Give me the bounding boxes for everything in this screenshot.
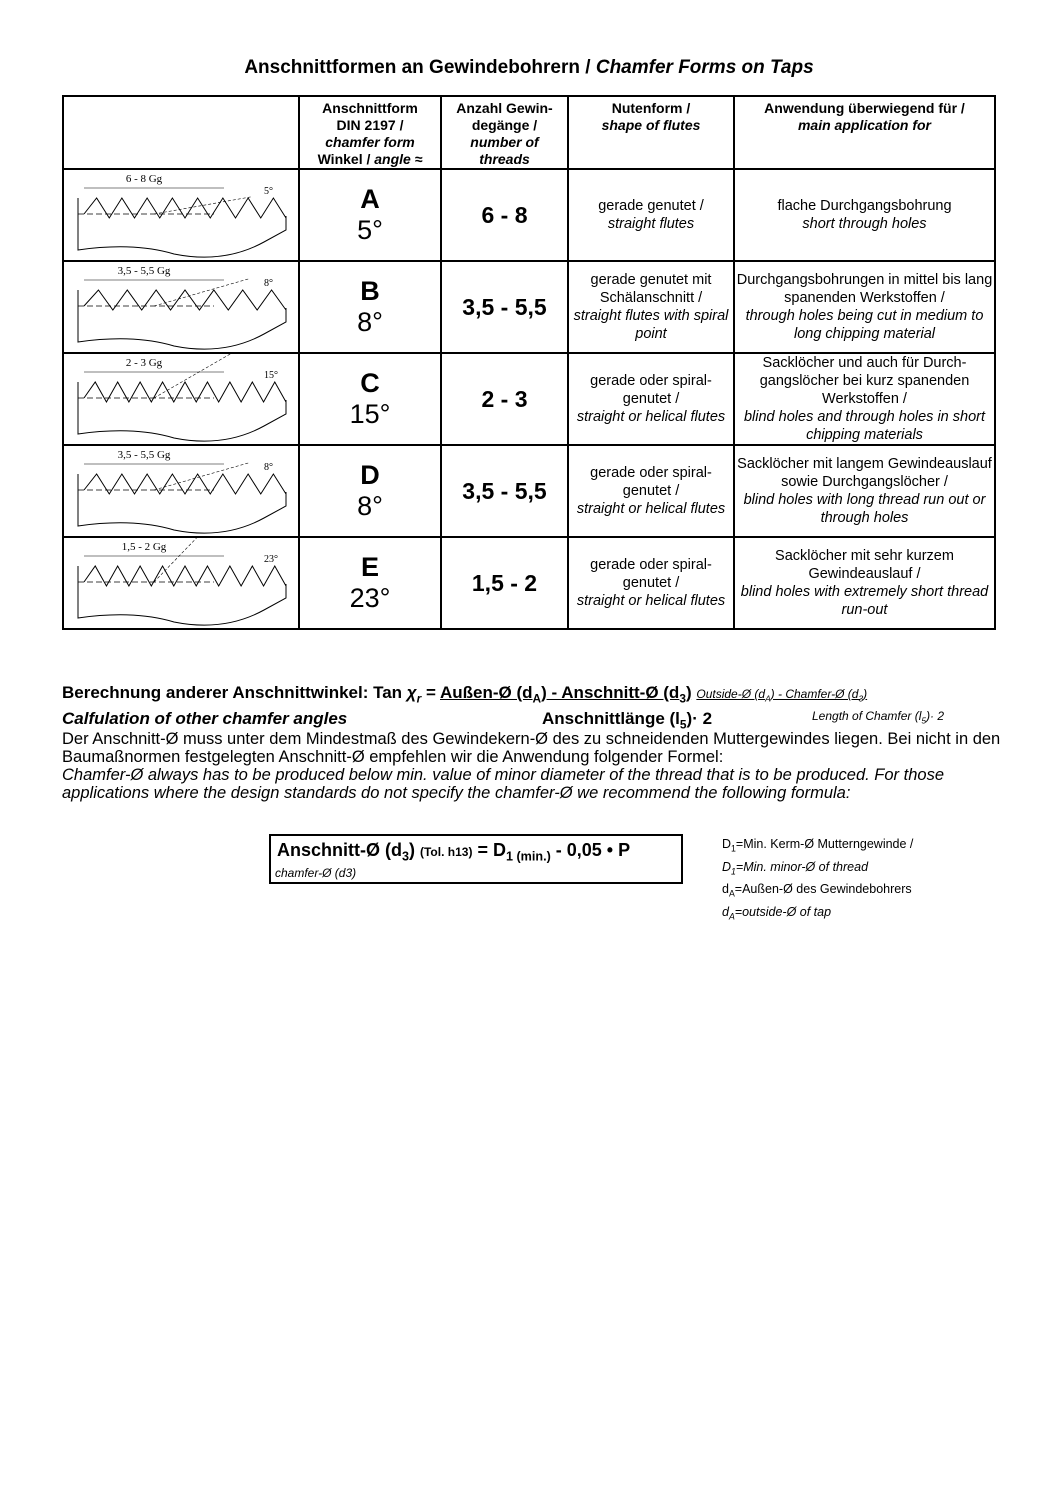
- header-threads: [441, 96, 568, 169]
- chamfer-form-cell: [299, 537, 441, 629]
- chamfer-angle-line: [154, 197, 252, 214]
- flute-en: straight flutes: [607, 216, 695, 232]
- flute-de: gerade genutet /: [598, 198, 704, 214]
- header-flutes-l1: Nutenform /: [611, 100, 691, 116]
- tap-profile-diagram: [64, 170, 298, 260]
- threads-value: 3,5 - 5,5: [462, 293, 547, 320]
- chamfer-angle: 8°: [357, 307, 383, 337]
- angle-label: 23°: [264, 554, 278, 565]
- calc-numerator: Außen-Ø $(d_A)$ - Anschnitt-Ø $(d_3)$: [440, 683, 692, 706]
- paragraph-en: Chamfer-Ø always has to be produced below min. value of minor diameter of the thread that is to be produced. For those applications where the design standards do not specify the chamfer-Ø we recommend the following formula:: [62, 766, 945, 802]
- tap-diagram-cell: [63, 261, 299, 353]
- tap-diagram-cell: [63, 445, 299, 537]
- flute-cell: [568, 537, 734, 629]
- chamfer-form-cell: [299, 261, 441, 353]
- tap-profile-diagram: [64, 354, 298, 444]
- chamfer-form-cell: [299, 169, 441, 261]
- threads-cell: [441, 261, 568, 353]
- flute-en: straight or helical flutes: [576, 409, 726, 425]
- chamfer-angle: 15°: [349, 399, 391, 429]
- application-cell: [734, 353, 995, 445]
- header-threads-l4: threads: [479, 151, 530, 167]
- application-cell: [734, 445, 995, 537]
- header-chamfer-l4a: Winkel /: [317, 151, 375, 167]
- chi-sub: r: [416, 691, 422, 706]
- application-en: blind holes with extremely short thread run-out: [740, 584, 989, 618]
- formula-tolerance: (Tol. h13): [420, 845, 473, 859]
- angle-label: 8°: [264, 462, 273, 473]
- chamfer-angle: 23°: [349, 583, 391, 613]
- tap-diagram-cell: [63, 353, 299, 445]
- header-application-l2: main application for: [797, 117, 931, 133]
- header-chamfer-l4b: angle ≈: [374, 151, 423, 167]
- angle-label: 5°: [264, 186, 273, 197]
- chamfer-angle-line: [154, 462, 250, 490]
- application-en: through holes being cut in medium to long chipping material: [745, 308, 984, 342]
- application-de: Sacklöcher und auch für Durch-gangslöcher bei kurz spanenden Werkstoffen /: [759, 355, 970, 407]
- application-de: flache Durchgangsbohrung: [777, 198, 952, 214]
- header-chamfer-form: [299, 96, 441, 169]
- table-row: [63, 537, 995, 629]
- formula-main: Anschnitt-Ø $(d_3)$ (Tol. $h13) = D_1$ $_{(min.)}$ - 0,05 • P: [277, 840, 631, 864]
- thread-count-label: 3,5 - 5,5 Gg: [117, 449, 171, 461]
- flute-en: straight or helical flutes: [576, 501, 726, 517]
- chamfer-letter: D: [360, 460, 380, 490]
- thread-count-label: 2 - 3 Gg: [125, 357, 163, 369]
- thread-teeth: [84, 198, 286, 218]
- tap-body-outline: [78, 290, 286, 349]
- table-row: [63, 261, 995, 353]
- header-threads-l1: Anzahl Gewin-: [456, 100, 553, 116]
- table-row: [63, 353, 995, 445]
- tap-diagram-cell: [63, 537, 299, 629]
- title-en: Chamfer Forms on Taps: [595, 57, 814, 78]
- chamfer-angle: 8°: [357, 491, 383, 521]
- calc-denominator-line: [62, 709, 1002, 732]
- header-chamfer-l1: Anschnittform: [322, 100, 418, 116]
- chamfer-table: [62, 95, 996, 630]
- calc-numerator-en: Outside-Ø $(d_A)$ - Chamfer-Ø $(d_3)$: [696, 687, 868, 704]
- legend-item: $d_A=Außen-Ø$ des Gewindebohrers: [722, 882, 912, 899]
- header-threads-l2: degänge /: [471, 117, 538, 133]
- chi-symbol: χ: [406, 683, 417, 702]
- flute-de: gerade genutet mit Schälanschnitt /: [590, 272, 712, 306]
- legend-item: $D_1=Min$. minor-Ø of thread: [722, 859, 869, 876]
- table-row: [63, 445, 995, 537]
- threads-value: 2 - 3: [481, 385, 528, 412]
- application-cell: [734, 537, 995, 629]
- application-cell: [734, 261, 995, 353]
- header-diagram: [63, 96, 299, 169]
- thread-teeth: [84, 290, 286, 310]
- threads-cell: [441, 445, 568, 537]
- tap-body-outline: [78, 474, 286, 533]
- chamfer-letter: C: [360, 368, 380, 398]
- application-de: Durchgangsbohrungen in mittel bis lang spanenden Werkstoffen /: [736, 272, 993, 306]
- flute-de: gerade oder spiral-genutet /: [590, 557, 712, 591]
- legend-item: $D_1=Min$. Kerm-Ø Mutterngewinde /: [722, 837, 914, 854]
- page-title: [0, 57, 1058, 79]
- header-application: [734, 96, 995, 169]
- title-de: Anschnittformen an Gewindebohrern /: [244, 57, 596, 78]
- chamfer-form-cell: [299, 353, 441, 445]
- table-row: [63, 169, 995, 261]
- tap-body-outline: [78, 566, 286, 625]
- chamfer-angle-line: [154, 354, 241, 398]
- header-chamfer-l2: DIN 2197 /: [336, 117, 404, 133]
- thread-count-label: 1,5 - 2 Gg: [121, 541, 167, 553]
- application-de: Sacklöcher mit langem Gewindeauslauf sowie Durchgangslöcher /: [737, 456, 992, 490]
- formula-sub-label: chamfer-Ø (d3): [275, 866, 357, 880]
- angle-label: 8°: [264, 278, 273, 289]
- flute-cell: [568, 169, 734, 261]
- tap-profile-diagram: [64, 538, 298, 628]
- flute-cell: [568, 353, 734, 445]
- header-threads-l3: number of: [470, 134, 539, 150]
- legend-item: $d_A=outside-Ø$ of tap: [722, 904, 832, 921]
- application-en: short through holes: [802, 216, 927, 232]
- tap-diagram-cell: [63, 169, 299, 261]
- tap-profile-diagram: [64, 262, 298, 352]
- calc-title-en: Calfulation of other chamfer angles: [62, 709, 348, 728]
- header-flutes: [568, 96, 734, 169]
- flute-en: straight or helical flutes: [576, 593, 726, 609]
- threads-cell: [441, 537, 568, 629]
- threads-value: 6 - 8: [481, 201, 528, 228]
- chamfer-letter: E: [360, 552, 379, 582]
- chamfer-form-cell: [299, 445, 441, 537]
- flute-de: gerade oder spiral-genutet /: [590, 465, 712, 499]
- calc-prefix: Berechnung anderer Anschnittwinkel: Tan: [62, 683, 407, 702]
- thread-count-label: 3,5 - 5,5 Gg: [117, 265, 171, 277]
- application-de: Sacklöcher mit sehr kurzem Gewindeauslauf /: [775, 548, 954, 582]
- flute-cell: [568, 445, 734, 537]
- thread-teeth: [84, 566, 286, 586]
- chamfer-letter: A: [360, 184, 380, 214]
- paragraph-de: Der Anschnitt-Ø muss unter dem Mindestmaß des Gewindekern-Ø des zu schneidenden Muttergewindes liegen. Bei nicht in den Baumaßnormen festgelegten Anschnitt-Ø empfehlen wir die Anwendung folgender Formel:: [62, 730, 1001, 766]
- explanation-paragraph: [62, 730, 1002, 802]
- tap-body-outline: [78, 198, 286, 257]
- formula-box: [269, 834, 683, 884]
- calc-denominator: Anschnittlänge $(l_5)\cdot 2$: [542, 709, 713, 732]
- calc-equals: =: [421, 683, 440, 702]
- flute-cell: [568, 261, 734, 353]
- thread-teeth: [84, 382, 286, 402]
- angle-label: 15°: [264, 370, 278, 381]
- chamfer-angle: 5°: [357, 215, 383, 245]
- legend: [722, 835, 913, 925]
- tap-body-outline: [78, 382, 286, 441]
- chamfer-angle-line: [154, 278, 250, 306]
- threads-value: 3,5 - 5,5: [462, 477, 547, 504]
- thread-count-label: 6 - 8 Gg: [125, 173, 163, 185]
- application-en: blind holes and through holes in short chipping materials: [743, 409, 986, 443]
- calc-formula-line: [62, 683, 867, 705]
- application-cell: [734, 169, 995, 261]
- application-en: blind holes with long thread run out or through holes: [743, 492, 986, 526]
- flute-de: gerade oder spiral-genutet /: [590, 373, 712, 407]
- threads-cell: [441, 353, 568, 445]
- table-header-row: [63, 96, 995, 169]
- calc-denominator-en: Length of Chamfer $(l_5)\cdot 2$: [812, 709, 945, 726]
- threads-value: 1,5 - 2: [471, 569, 538, 596]
- thread-teeth: [84, 474, 286, 494]
- header-chamfer-l3: chamfer form: [325, 134, 415, 150]
- flute-en: straight flutes with spiral point: [573, 308, 729, 342]
- tap-profile-diagram: [64, 446, 298, 536]
- chamfer-letter: B: [360, 276, 380, 306]
- header-flutes-l2: shape of flutes: [601, 117, 701, 133]
- threads-cell: [441, 169, 568, 261]
- header-application-l1: Anwendung überwiegend für /: [764, 100, 965, 116]
